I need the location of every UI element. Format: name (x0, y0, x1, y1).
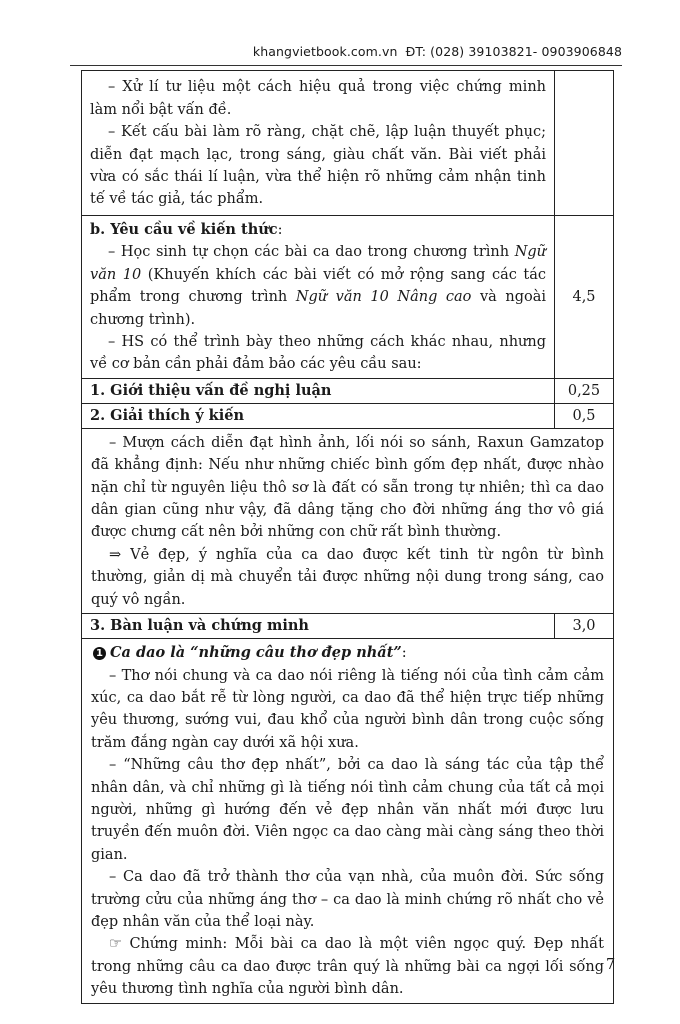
table-row (82, 614, 614, 639)
paragraph: – Kết cấu bài làm rõ ràng, chặt chẽ, lập luận thuyết phục; diễn đạt mạch lạc, trong sáng, giàu chất văn. Bài viết phải vừa có sắc thái lí luận, vừa thể hiện rõ những cảm nhận tinh tế về tác giả, tác phẩm. (90, 124, 546, 208)
answer-table (81, 70, 614, 1004)
header-site: khangvietbook.com.vn (252, 44, 398, 59)
section-heading: 3. Bàn luận và chứng minh (90, 617, 309, 635)
paragraph: ☞ Chứng minh: Mỗi bài ca dao là một viên ngọc quý. Đẹp nhất trong những câu ca dao được trân quý là những bài ca ngợi lối sống yêu thương tình nghĩa của người bình dân. (91, 936, 604, 998)
header-phone: ĐT: (028) 39103821- 0903906848 (405, 44, 622, 59)
content-cell (82, 614, 555, 639)
content-cell (82, 378, 555, 403)
section-heading: 1 Ca dao là “những câu thơ đẹp nhất”: (91, 642, 604, 664)
content-cell (82, 216, 555, 379)
score-cell (555, 71, 614, 216)
paragraph: – Mượn cách diễn đạt hình ảnh, lối nói so sánh, Raxun Gamzatop đã khẳng định: Nếu như những chiếc bình gốm đẹp nhất, được nhào nặn chỉ từ nguyên liệu thô sơ là đất có sẵn trong tự nhiên; thì ca dao dân gian cũng như vậy, đã dâng tặng cho đời những áng thơ vô giá được chưng cất nên bởi những con chữ rất bình thường. (91, 434, 604, 541)
pointing-hand-icon: ☞ (109, 936, 122, 953)
section-heading: b. Yêu cầu về kiến thức: (90, 221, 283, 238)
paragraph: – “Những câu thơ đẹp nhất”, bởi ca dao là sáng tác của tập thể nhân dân, và chỉ những gì là tiếng nói tình cảm chung của tất cả mọi người, những gì hướng đến vẻ đẹp nhân văn nhất mới được lưu truyền đến muôn đời. Viên ngọc ca dao càng mài càng sáng theo thời gian. (91, 757, 604, 863)
page-number: 7 (606, 957, 616, 973)
arrow-icon: ⇒ (109, 546, 122, 563)
content-cell (82, 403, 555, 428)
header-rule (70, 65, 622, 66)
paragraph: – Thơ nói chung và ca dao nói riêng là tiếng nói của tình cảm cảm xúc, ca dao bắt rễ từ lòng người, ca dao đã thể hiện trực tiếp những yêu thương, sướng vui, đau khổ của người bình dân trong cuộc sống trăm đắng ngàn cay dưới xã hội xưa. (91, 667, 604, 751)
paragraph: ⇒ Vẻ đẹp, ý nghĩa của ca dao được kết tinh từ ngôn từ bình thường, giản dị mà chuyển tải được những nội dung trong sáng, cao quý vô ngần. (91, 546, 604, 608)
score-cell: 0,5 (555, 403, 614, 428)
paragraph: – Ca dao đã trở thành thơ của vạn nhà, của muôn đời. Sức sống trường cửu của những áng thơ – ca dao là minh chứng rõ nhất cho vẻ đẹp nhân văn của thể loại này. (91, 869, 604, 930)
content-cell (82, 428, 614, 613)
page-header (0, 44, 622, 59)
score-cell: 4,5 (555, 216, 614, 379)
table-row (82, 639, 614, 1004)
table-row (82, 428, 614, 613)
score-cell: 0,25 (555, 378, 614, 403)
table-row (82, 216, 614, 379)
table-row (82, 71, 614, 216)
number-one-bullet-icon: 1 (93, 647, 106, 660)
section-heading: 2. Giải thích ý kiến (90, 406, 244, 424)
paragraph: – Học sinh tự chọn các bài ca dao trong chương trình Ngữ văn 10 (Khuyến khích các bài viết có mở rộng sang các tác phẩm trong chương trình Ngữ văn 10 Nâng cao và ngoài chương trình). (90, 244, 546, 328)
paragraph: – Xử lí tư liệu một cách hiệu quả trong việc chứng minh làm nổi bật vấn đề. (90, 79, 546, 118)
content-cell (82, 71, 555, 216)
table-row (82, 403, 614, 428)
table-row (82, 378, 614, 403)
content-cell (82, 639, 614, 1004)
paragraph: – HS có thể trình bày theo những cách khác nhau, nhưng về cơ bản cần phải đảm bảo các yêu cầu sau: (90, 334, 546, 373)
score-cell: 3,0 (555, 614, 614, 639)
section-heading: 1. Giới thiệu vấn đề nghị luận (90, 381, 332, 399)
